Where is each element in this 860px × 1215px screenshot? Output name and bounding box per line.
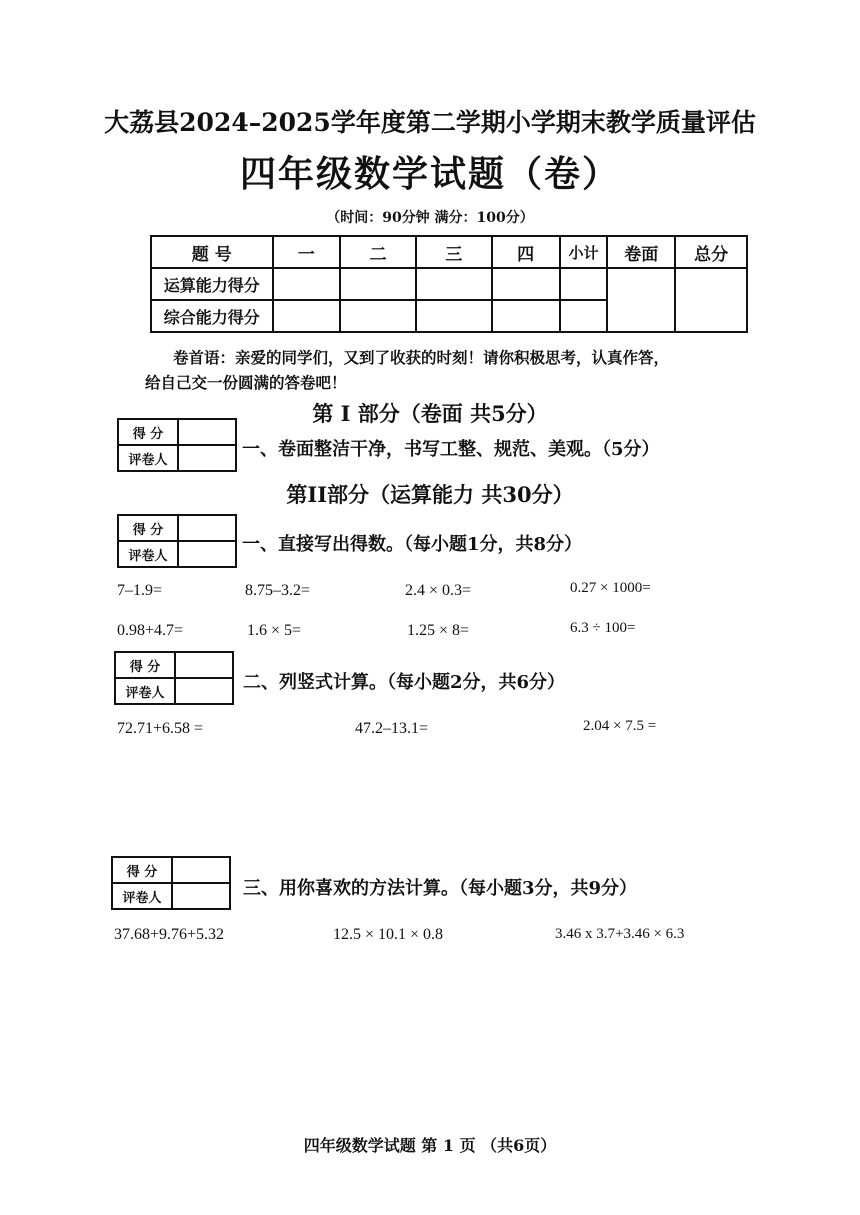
table-header-cell: 总分 [675, 236, 747, 268]
score-cell[interactable] [416, 300, 492, 332]
question-item: 72.71+6.58 = [117, 720, 204, 737]
grader-label: 评卷人 [112, 883, 172, 909]
grader-box [117, 418, 237, 472]
exam-main-title: 四年级数学试题（卷） [239, 153, 620, 195]
row-label-comprehensive: 综合能力得分 [151, 300, 273, 332]
part1-section1-title: 一、卷面整洁干净，书写工整、规范、美观。（5分） [242, 439, 660, 460]
question-item: 6.3 ÷ 100= [570, 620, 636, 636]
table-row [151, 236, 747, 268]
score-cell[interactable] [560, 300, 608, 332]
grader-field[interactable] [178, 541, 236, 567]
table-header-cell: 二 [340, 236, 416, 268]
table-row [151, 268, 747, 300]
grader-field[interactable] [178, 445, 236, 471]
score-field[interactable] [178, 419, 236, 445]
table-header-cell: 题 号 [151, 236, 273, 268]
question-item: 0.27 × 1000= [570, 580, 651, 596]
grader-label: 评卷人 [118, 445, 178, 471]
score-label: 得 分 [118, 419, 178, 445]
table-header-cell: 四 [492, 236, 560, 268]
row-label-computation: 运算能力得分 [151, 268, 273, 300]
score-cell[interactable] [492, 300, 560, 332]
question-item: 47.2–13.1= [355, 720, 429, 737]
question-item: 2.04 × 7.5 = [583, 718, 657, 734]
grader-field[interactable] [172, 883, 230, 909]
table-header-cell: 一 [273, 236, 341, 268]
question-item: 8.75–3.2= [245, 582, 311, 599]
score-cell[interactable] [492, 268, 560, 300]
grader-box [117, 514, 237, 568]
question-item: 1.25 × 8= [407, 622, 470, 639]
part2-title: 第II部分（运算能力 共30分） [286, 482, 574, 507]
score-cell-neatness[interactable] [607, 268, 675, 332]
score-label: 得 分 [115, 652, 175, 678]
grader-label: 评卷人 [115, 678, 175, 704]
exam-time-score-info: （时间：90分钟 满分：100分） [326, 210, 534, 226]
score-cell[interactable] [340, 268, 416, 300]
grader-box [111, 856, 231, 910]
score-field[interactable] [175, 652, 233, 678]
question-item: 1.6 × 5= [247, 622, 302, 639]
score-cell[interactable] [340, 300, 416, 332]
question-item: 37.68+9.76+5.32 [114, 926, 225, 943]
score-cell-total[interactable] [675, 268, 747, 332]
exam-header-title: 大荔县2024–2025学年度第二学期小学期末教学质量评估 [104, 108, 756, 137]
score-label: 得 分 [112, 857, 172, 883]
question-item: 2.4 × 0.3= [405, 582, 472, 599]
score-cell[interactable] [560, 268, 608, 300]
part2-section1-title: 一、直接写出得数。（每小题1分，共8分） [242, 534, 583, 555]
score-cell[interactable] [273, 300, 341, 332]
table-header-cell: 三 [416, 236, 492, 268]
table-header-cell: 卷面 [607, 236, 675, 268]
score-field[interactable] [172, 857, 230, 883]
score-cell[interactable] [416, 268, 492, 300]
question-item: 12.5 × 10.1 × 0.8 [333, 926, 444, 943]
score-summary-table [150, 235, 748, 333]
score-field[interactable] [178, 515, 236, 541]
grader-label: 评卷人 [118, 541, 178, 567]
score-label: 得 分 [118, 515, 178, 541]
question-item: 0.98+4.7= [117, 622, 184, 639]
question-item: 3.46 x 3.7+3.46 × 6.3 [555, 926, 685, 942]
page-footer: 四年级数学试题 第 1 页 （共6页） [303, 1136, 557, 1155]
part1-title: 第 I 部分（卷面 共5分） [312, 401, 548, 426]
grader-box [114, 651, 234, 705]
part2-section2-title: 二、列竖式计算。（每小题2分，共6分） [243, 672, 566, 693]
question-item: 7–1.9= [117, 582, 163, 599]
preface-line: 卷首语：亲爱的同学们，又到了收获的时刻！请你积极思考，认真作答， [173, 348, 670, 367]
score-cell[interactable] [273, 268, 341, 300]
table-header-cell: 小计 [560, 236, 608, 268]
grader-field[interactable] [175, 678, 233, 704]
part2-section3-title: 三、用你喜欢的方法计算。（每小题3分，共9分） [243, 878, 638, 899]
preface-line: 给自己交一份圆满的答卷吧！ [145, 373, 347, 392]
preface [145, 345, 765, 395]
